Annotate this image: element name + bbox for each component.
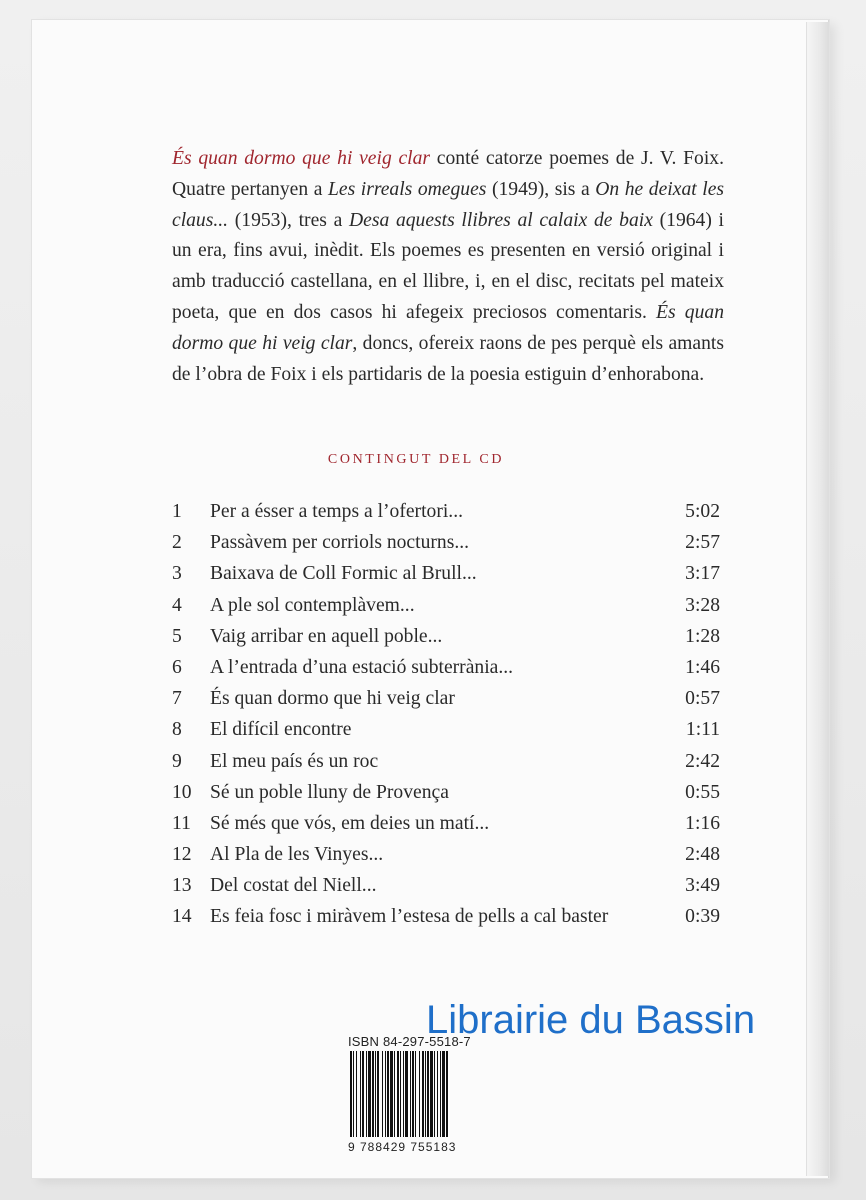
intro-text: conté catorze poemes de J. V. Foix. Quatre pertanyen a bbox=[172, 148, 724, 200]
track-title: Sé un poble lluny de Provença bbox=[210, 781, 449, 803]
track-duration: 1:11 bbox=[685, 719, 720, 741]
track-row bbox=[172, 496, 720, 527]
track-duration: 0:39 bbox=[685, 906, 720, 928]
track-duration: 2:57 bbox=[685, 532, 720, 554]
intro-text: (1953), tres a bbox=[228, 209, 349, 231]
book-title-italic: On he deixat les claus... bbox=[172, 178, 725, 231]
track-row bbox=[172, 590, 720, 621]
track-number: 7 bbox=[172, 688, 182, 710]
track-row bbox=[172, 870, 720, 901]
track-row bbox=[172, 621, 720, 652]
track-duration: 1:46 bbox=[685, 656, 720, 678]
track-number: 13 bbox=[172, 875, 192, 897]
intro-title-italic: És quan dormo que hi veig clar bbox=[172, 301, 724, 354]
track-number: 10 bbox=[172, 781, 192, 803]
track-title: El difícil encontre bbox=[210, 719, 352, 741]
track-title: Al Pla de les Vinyes... bbox=[210, 844, 384, 866]
track-number: 6 bbox=[172, 656, 182, 678]
track-number: 4 bbox=[172, 594, 182, 616]
track-number: 8 bbox=[172, 719, 182, 741]
track-duration: 3:49 bbox=[685, 875, 720, 897]
track-duration: 2:48 bbox=[685, 844, 720, 866]
intro-title-italic: És quan dormo que hi veig clar bbox=[172, 148, 431, 169]
track-number: 5 bbox=[172, 625, 182, 647]
intro-text: (1949), sis a bbox=[486, 178, 596, 200]
watermark-text: Librairie du Bassin bbox=[426, 998, 756, 1042]
track-title: Baixava de Coll Formic al Brull... bbox=[210, 563, 477, 585]
track-title: És quan dormo que hi veig clar bbox=[210, 688, 455, 710]
section-title: CONTINGUT DEL CD bbox=[327, 452, 505, 467]
book-title-italic: Desa aquests llibres al calaix de baix bbox=[348, 209, 653, 231]
track-title: Per a ésser a temps a l’ofertori... bbox=[210, 501, 463, 522]
track-title: Sé més que vós, em deies un matí... bbox=[210, 812, 490, 834]
track-number: 14 bbox=[172, 906, 192, 928]
track-duration: 3:17 bbox=[685, 563, 720, 585]
track-title: Vaig arribar en aquell poble... bbox=[210, 625, 443, 647]
intro-paragraph bbox=[172, 144, 724, 390]
track-duration: 1:28 bbox=[685, 625, 720, 647]
intro-text: (1964) i un era, fins avui, inèdit. Els poemes es presenten en versió original i amb traducció castellana, en el llibre, i, en el disc, recitats pel mateix poeta, que en dos casos hi afegeix preciosos comentaris. bbox=[172, 209, 724, 323]
track-number: 11 bbox=[172, 812, 191, 834]
book-spine-edge bbox=[806, 22, 829, 1176]
track-duration: 1:16 bbox=[685, 812, 720, 834]
isbn-number: ISBN 84-297-5518-7 bbox=[348, 1034, 471, 1049]
track-duration: 0:57 bbox=[685, 688, 720, 710]
track-row bbox=[172, 777, 720, 808]
track-title: El meu país és un roc bbox=[210, 750, 379, 772]
track-row bbox=[172, 808, 720, 839]
track-row bbox=[172, 558, 720, 589]
track-duration: 3:28 bbox=[685, 594, 720, 616]
track-row bbox=[172, 746, 720, 777]
track-row bbox=[172, 901, 720, 932]
track-row bbox=[172, 683, 720, 714]
track-list bbox=[172, 496, 720, 933]
track-title: Passàvem per corriols nocturns... bbox=[210, 532, 470, 554]
track-title: A l’entrada d’una estació subterrània... bbox=[210, 656, 514, 678]
track-number: 3 bbox=[172, 563, 182, 585]
intro-text: , doncs, ofereix raons de pes perquè els amants de l’obra de Foix i els partidaris de la poesia estiguin d’enhorabona. bbox=[172, 332, 724, 385]
track-title: Del costat del Niell... bbox=[210, 875, 377, 897]
track-number: 12 bbox=[172, 844, 192, 866]
track-row bbox=[172, 527, 720, 558]
track-title: A ple sol contemplàvem... bbox=[210, 594, 415, 616]
track-row bbox=[172, 839, 720, 870]
barcode-digits: 9 788429 755183 bbox=[348, 1140, 457, 1154]
track-number: 9 bbox=[172, 750, 182, 772]
track-title: Es feia fosc i miràvem l’estesa de pells a cal baster bbox=[210, 906, 609, 928]
track-number: 1 bbox=[172, 501, 182, 522]
track-row bbox=[172, 652, 720, 683]
track-duration: 0:55 bbox=[685, 781, 720, 803]
book-title-italic: Les irreals omegues bbox=[327, 178, 487, 200]
track-number: 2 bbox=[172, 532, 182, 554]
track-duration: 5:02 bbox=[685, 501, 720, 522]
track-duration: 2:42 bbox=[685, 750, 720, 772]
track-row bbox=[172, 714, 720, 745]
barcode-icon bbox=[348, 1051, 488, 1139]
